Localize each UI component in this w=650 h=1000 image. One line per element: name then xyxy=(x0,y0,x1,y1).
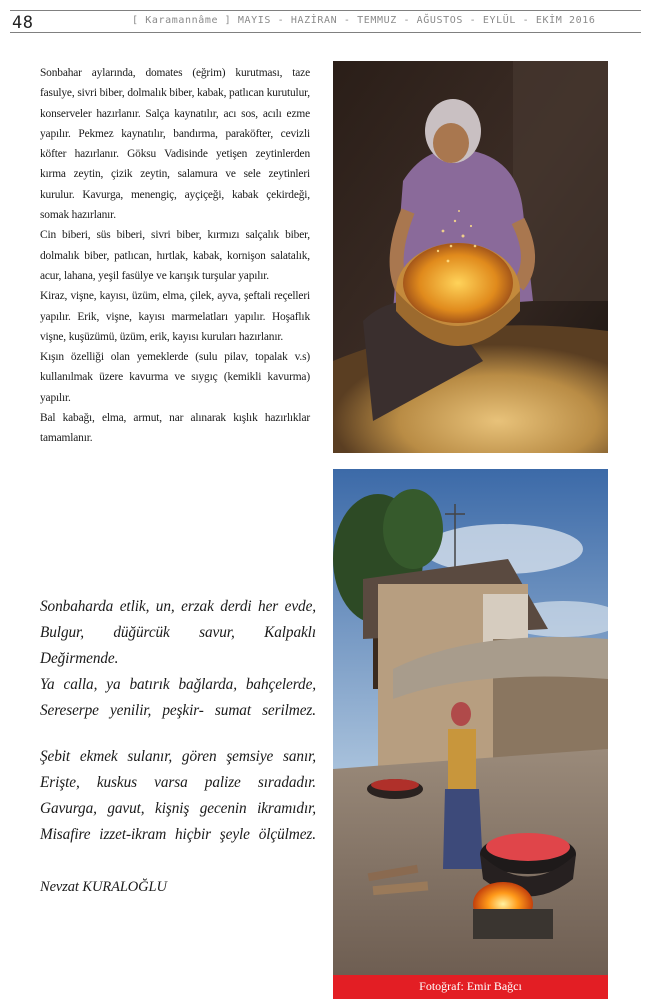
header-rule-bottom xyxy=(10,32,641,33)
poem-line: Bulgur, düğürcük savur, Kalpaklı Değirmende. xyxy=(40,624,316,667)
article-paragraph: Bal kabağı, elma, armut, nar alınarak kışlık hazırlıklar tamamlanır. xyxy=(40,412,310,445)
page-number: 48 xyxy=(12,13,34,33)
photo-woman-sifting-grain xyxy=(333,61,608,453)
poem-line: Sereserpe yenilir, peşkir- sumat serilmez. xyxy=(40,702,316,719)
article-column xyxy=(40,63,310,449)
poem-line: Sonbaharda etlik, un, erzak derdi her evde, xyxy=(40,598,316,615)
poem-line: Gavurga, gavut, kişniş gecenin ikramıdır, xyxy=(40,800,316,817)
poem-author: Nevzat KURALOĞLU xyxy=(40,879,167,895)
photo-credit: Fotoğraf: Emir Bağcı xyxy=(419,979,522,993)
poem-line: Şebit ekmek sulanır, gören şemsiye sanır, xyxy=(40,748,316,765)
running-header: [ Karamannâme ] MAYIS - HAZİRAN - TEMMUZ - AĞUSTOS - EYLÜL - EKİM 2016 xyxy=(132,15,596,26)
poem-line: Erişte, kuskus varsa palize sıradadır. xyxy=(40,774,316,791)
article-paragraph: Cin biberi, süs biberi, sivri biber, kırmızı salçalık biber, dolmalık biber, patlıcan, hırtlak, kabak, kornişon salatalık, acur, lahana, yeşil fasülye ve karışık turşular yapılır. xyxy=(40,229,310,282)
poem xyxy=(40,594,316,900)
poem-stanza xyxy=(40,744,316,848)
photo-village-tomato-paste xyxy=(333,469,608,975)
article-paragraph: Kiraz, vişne, kayısı, üzüm, elma, çilek, ayva, şeftali reçelleri yapılır. Erik, vişne, kayısı marmelatları yapılır. Hoşaflık vişne, kuşüzümü, üzüm, erik, kayısı kuruları hazırlanır. xyxy=(40,290,310,343)
article-paragraph: Sonbahar aylarında, domates (eğrim) kurutması, taze fasulye, sivri biber, dolmalık biber, kabak, patlıcan kurutulur, konserveler hazırlanır. Salça kaynatılır, acı sos, acılı ezme yapılır. Pekmez kaynatılır, bandırma, paraköfter, cevizli köfter hazırlanır. Göksu Vadisinde yetişen zeytinlerden kırma zeytin, çizik zeytin, salamura ve sele zeytinleri kurulur. Kavurga, menengiç, ayçiçeği, kabak çekirdeği, somak hazırlanır. xyxy=(40,67,310,222)
poem-stanza xyxy=(40,594,316,724)
poem-line: Ya calla, ya batırık bağlarda, bahçelerde, xyxy=(40,676,316,693)
poem-line: Misafire izzet-ikram hiçbir şeyle ölçülmez. xyxy=(40,826,316,843)
header-rule-top xyxy=(10,10,641,11)
article-paragraph: Kışın özelliği olan yemeklerde (sulu pilav, topalak v.s) kullanılmak üzere kavurma ve sıygıç (kemikli kavurma) yapılır. xyxy=(40,351,310,404)
